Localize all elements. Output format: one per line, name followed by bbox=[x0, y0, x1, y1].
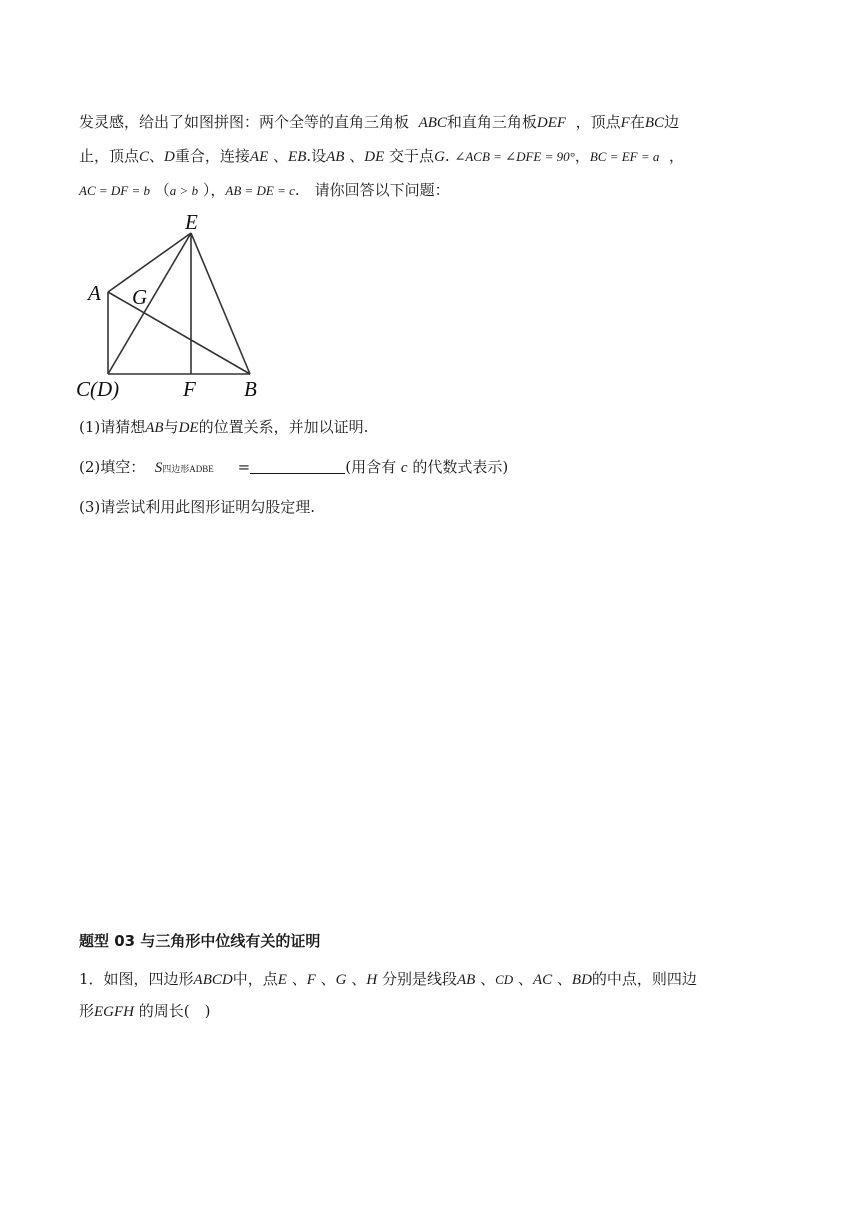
text: 、 bbox=[480, 970, 496, 988]
text: 和直角三角板 bbox=[446, 113, 537, 131]
math-de: DE bbox=[178, 420, 199, 436]
text: 形 bbox=[79, 1002, 95, 1020]
math-f: F bbox=[306, 972, 316, 988]
text: . 请你回答以下问题： bbox=[294, 181, 450, 199]
problem-1-line-1 bbox=[79, 968, 697, 989]
math-ac-df-b: AC = DF = b bbox=[79, 183, 150, 198]
math-h: H bbox=[366, 972, 378, 988]
text: 止，顶点 bbox=[79, 147, 140, 165]
label-b: B bbox=[244, 377, 257, 401]
text: 的代数式表示) bbox=[412, 458, 509, 476]
text: .设 bbox=[306, 147, 327, 165]
math-ab: AB bbox=[145, 420, 164, 436]
segment-ed bbox=[108, 233, 191, 374]
math-s: S bbox=[154, 460, 163, 476]
math-angle-equation: ∠ACB = ∠DFE = 90° bbox=[454, 149, 575, 164]
text: 边 bbox=[664, 113, 680, 131]
text: 分别是线段 bbox=[381, 970, 457, 988]
section-title: 题型 03 与三角形中位线有关的证明 bbox=[79, 932, 321, 950]
text: 的中点，则四边 bbox=[591, 970, 697, 988]
label-g: G bbox=[132, 285, 148, 309]
question-3 bbox=[79, 496, 315, 517]
text: 、 bbox=[351, 970, 367, 988]
answer-blank[interactable] bbox=[250, 459, 345, 474]
text: . bbox=[444, 147, 450, 165]
label-a: A bbox=[88, 281, 101, 305]
math-eb: EB bbox=[288, 149, 307, 165]
math-e: E bbox=[277, 972, 287, 988]
math-f: F bbox=[620, 115, 630, 131]
math-abcd: ABCD bbox=[193, 972, 233, 988]
text: ，顶点 bbox=[575, 113, 621, 131]
math-ab-de-c: AB = DE = c bbox=[225, 183, 295, 198]
math-ac: AC bbox=[532, 972, 553, 988]
math-c: c bbox=[400, 460, 408, 476]
problem-1-line-2 bbox=[79, 1000, 211, 1021]
text: ， bbox=[668, 147, 684, 165]
text: (1)请猜想 bbox=[79, 418, 146, 436]
math-ab: AB bbox=[456, 972, 476, 988]
text: ， bbox=[574, 147, 590, 165]
text: 与 bbox=[163, 418, 179, 436]
text: 交于点 bbox=[389, 147, 435, 165]
segment-ab bbox=[108, 292, 250, 374]
text: 重合，连接 bbox=[174, 147, 250, 165]
math-g: G bbox=[335, 972, 347, 988]
text: 、 bbox=[149, 147, 165, 165]
math-de: DE bbox=[364, 149, 385, 165]
segment-ae bbox=[108, 233, 191, 292]
math-def: DEF bbox=[536, 115, 567, 131]
text: 1．如图，四边形 bbox=[79, 970, 194, 988]
text: 、 bbox=[556, 970, 572, 988]
text: 在 bbox=[629, 113, 645, 131]
math-bd: BD bbox=[571, 972, 592, 988]
question-2 bbox=[79, 456, 508, 477]
math-c: C bbox=[139, 149, 150, 165]
text: ）， bbox=[202, 181, 226, 199]
math-abc: ABC bbox=[418, 115, 447, 131]
math-egfh: EGFH bbox=[94, 1004, 135, 1020]
text: 、 bbox=[291, 970, 307, 988]
math-bc-ef-a: BC = EF = a bbox=[589, 149, 660, 164]
math-ab: AB bbox=[326, 149, 345, 165]
text: 的周长( ) bbox=[138, 1002, 211, 1020]
question-1 bbox=[79, 416, 368, 437]
text: 中，点 bbox=[232, 970, 278, 988]
text: 、 bbox=[517, 970, 533, 988]
math-a-gt-b: a > b bbox=[169, 183, 199, 198]
text: 的位置关系，并加以证明. bbox=[198, 418, 369, 436]
text: 、 bbox=[273, 147, 289, 165]
text: = bbox=[237, 458, 251, 476]
math-subscript: 四边形ADBE bbox=[162, 464, 214, 474]
text: (2)填空： bbox=[79, 458, 146, 476]
segment-eb bbox=[191, 233, 250, 374]
text: 、 bbox=[320, 970, 336, 988]
label-cd: C(D) bbox=[76, 377, 120, 401]
math-cd: CD bbox=[495, 972, 514, 987]
text: 、 bbox=[349, 147, 365, 165]
math-d: D bbox=[164, 149, 175, 165]
math-ae: AE bbox=[249, 149, 269, 165]
text: 发灵感，给出了如图拼图：两个全等的直角三角板 bbox=[79, 113, 410, 131]
text: (3)请尝试利用此图形证明勾股定理. bbox=[79, 498, 316, 516]
math-g: G bbox=[434, 149, 445, 165]
label-e: E bbox=[185, 210, 198, 234]
math-bc: BC bbox=[644, 115, 665, 131]
text: （ bbox=[154, 181, 170, 199]
text: (用含有 bbox=[345, 458, 397, 476]
label-f: F bbox=[183, 377, 196, 401]
